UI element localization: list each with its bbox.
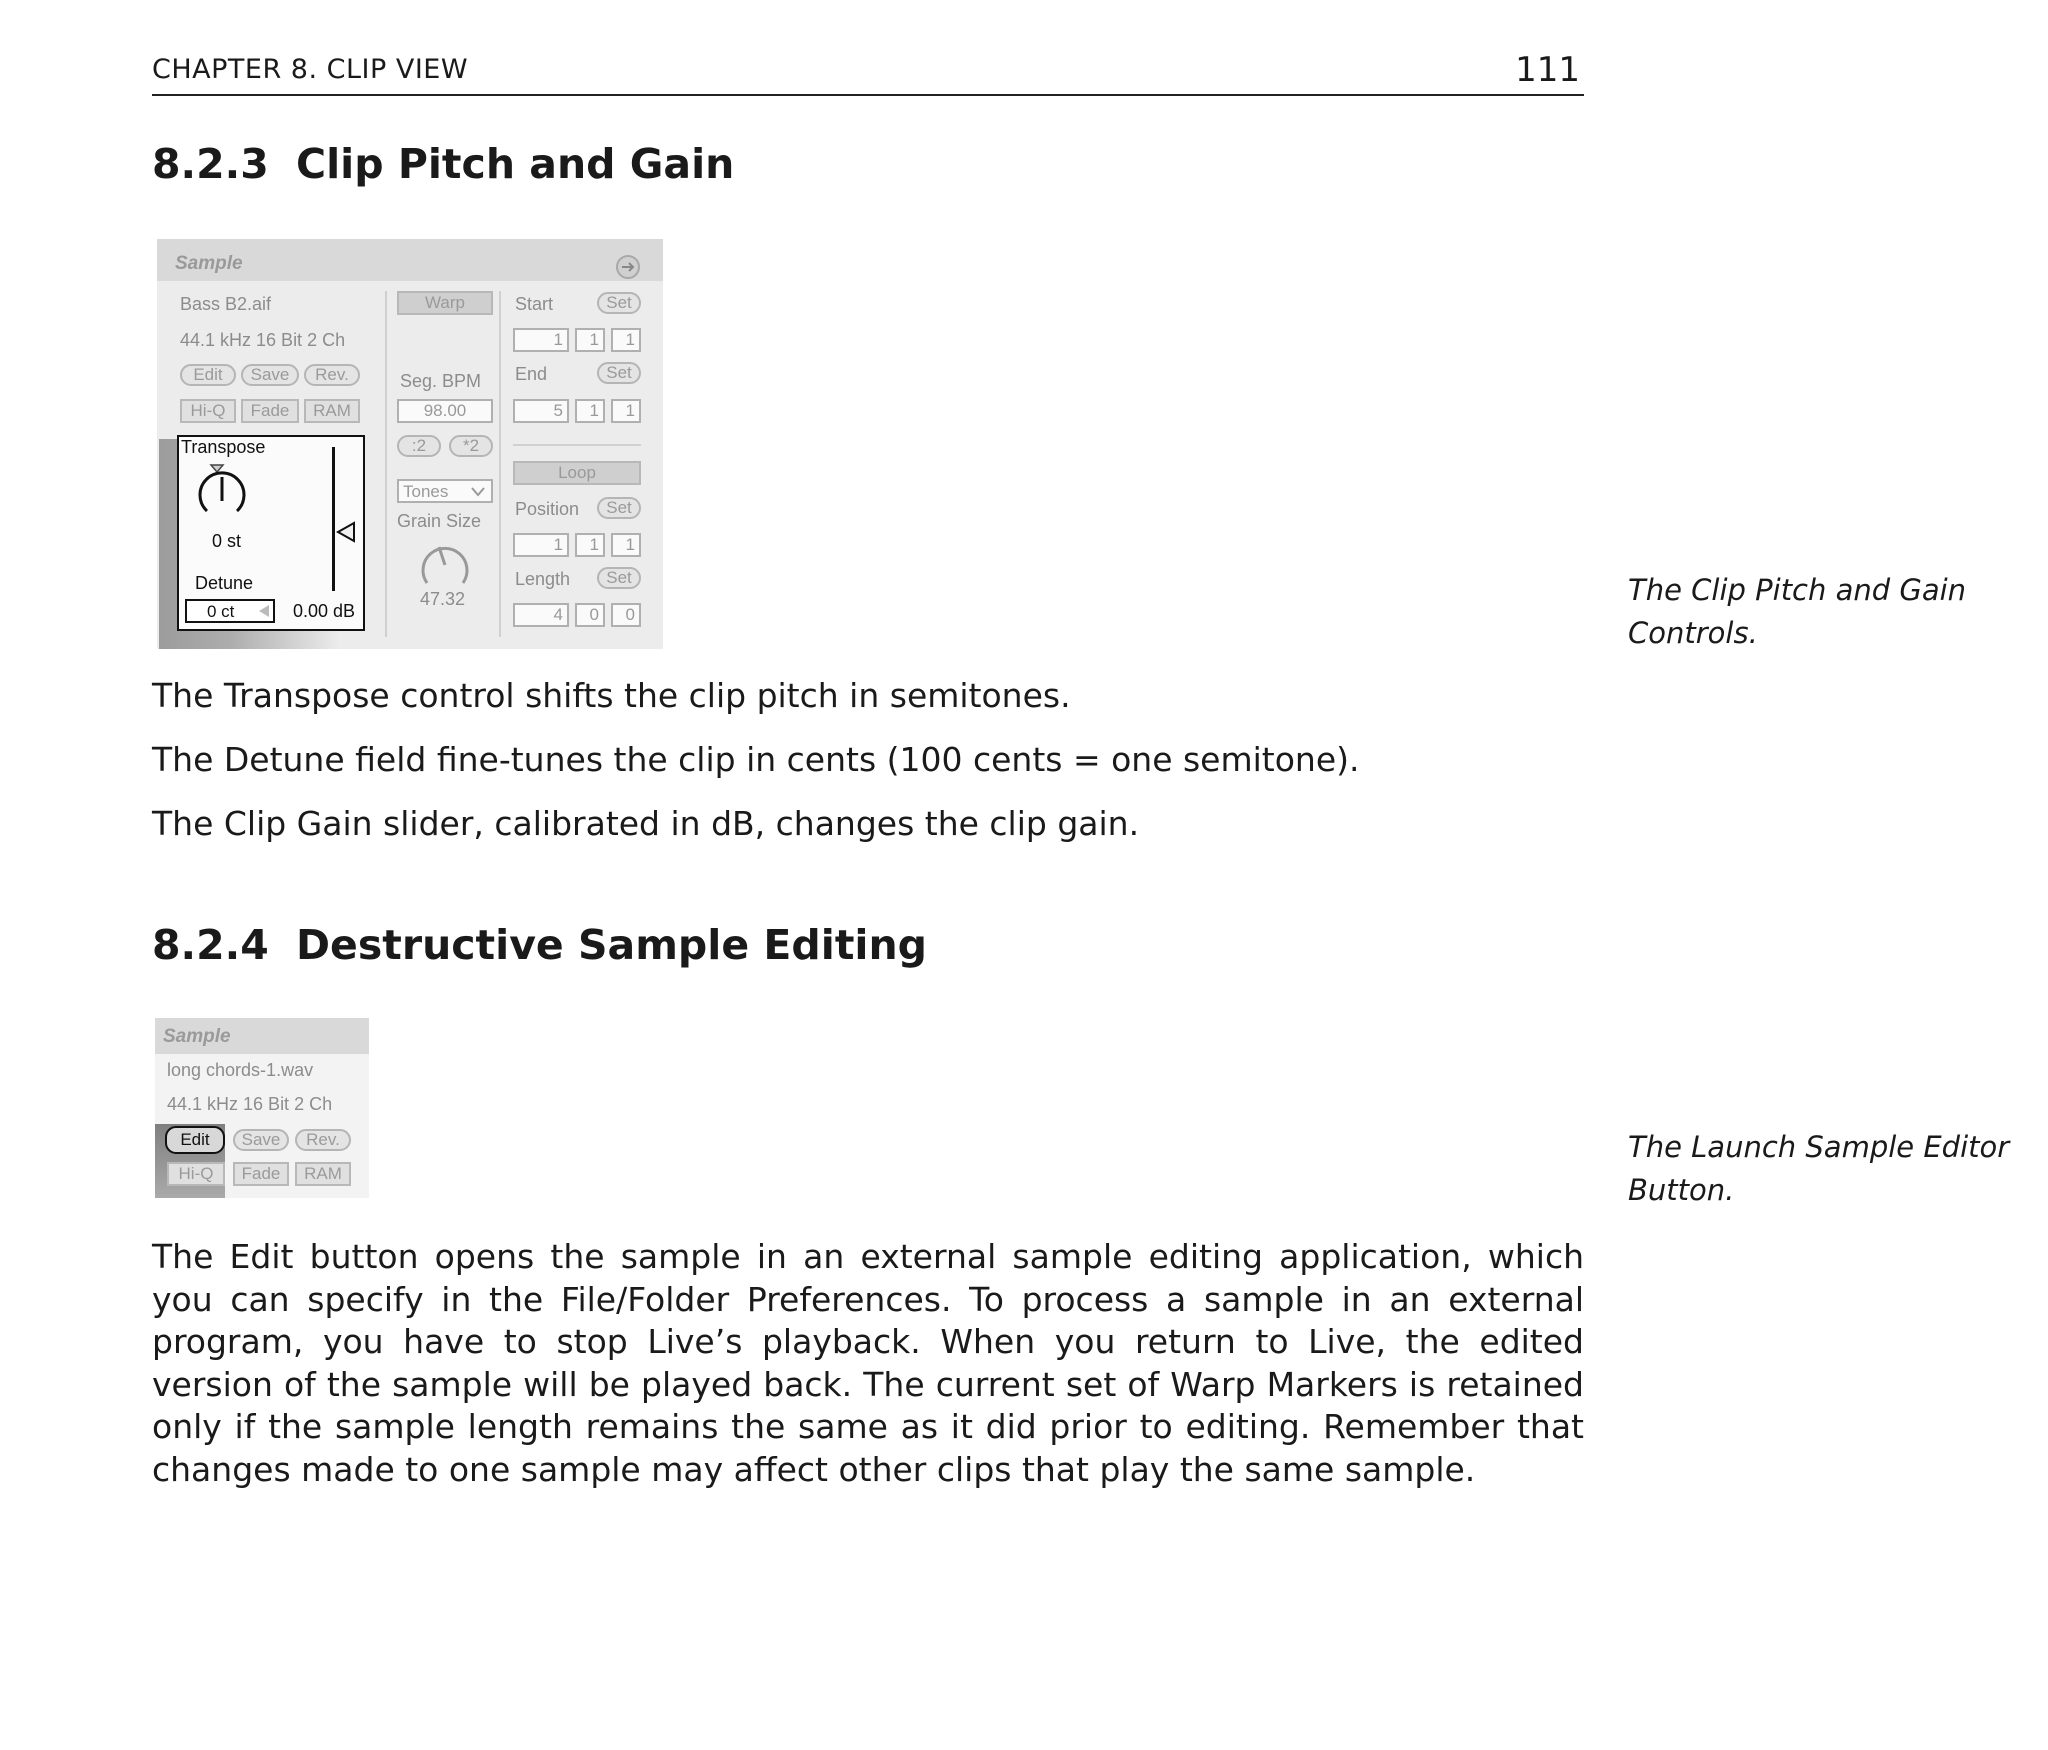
warp-button[interactable]: Warp [397, 291, 493, 315]
ram-button[interactable]: RAM [304, 399, 360, 423]
warp-mode-select[interactable] [397, 479, 493, 503]
double-tempo-button[interactable]: *2 [449, 435, 493, 457]
detune-label: Detune [195, 573, 254, 593]
start-set-button[interactable]: Set [597, 292, 641, 314]
hiq-button[interactable]: Hi-Q [167, 1162, 225, 1186]
column-divider [499, 291, 501, 637]
halve-tempo-button[interactable]: :2 [397, 435, 441, 457]
ram-button[interactable]: RAM [295, 1162, 351, 1186]
file-name: long chords-1.wav [167, 1060, 314, 1080]
section-title: Destructive Sample Editing [296, 921, 928, 969]
section-number: 8.2.4 [152, 921, 269, 969]
detune-field[interactable] [185, 599, 275, 623]
transpose-knob-icon[interactable] [197, 461, 263, 523]
panel-title: Sample [175, 253, 243, 274]
clip-gain-slider-track[interactable] [332, 447, 335, 591]
figure-caption-clip-pitch: The Clip Pitch and Gain Controls. [1628, 573, 1967, 650]
detune-value: 0 ct [207, 602, 235, 621]
grain-size-knob-icon[interactable] [417, 537, 477, 589]
loop-button[interactable]: Loop [513, 461, 641, 485]
position-label: Position [515, 499, 580, 519]
fade-button[interactable]: Fade [241, 399, 299, 423]
clip-gain-slider-handle-icon[interactable] [335, 521, 357, 543]
file-info: 44.1 kHz 16 Bit 2 Ch [167, 1094, 333, 1114]
page-number: 111 [1515, 50, 1580, 90]
column-divider [385, 291, 387, 637]
section-heading-destructive-editing [152, 921, 927, 969]
position-sixteenth-field[interactable]: 1 [611, 533, 641, 557]
transpose-value: 0 st [212, 531, 242, 551]
grain-size-value: 47.32 [420, 589, 466, 609]
start-label: Start [515, 294, 554, 314]
end-set-button[interactable]: Set [597, 362, 641, 384]
position-beat-field[interactable]: 1 [575, 533, 605, 557]
paragraph-edit-button: The Edit button opens the sample in an external sample editing application, which you can specify in the File/Folder Preferences. To process a sample in an external program, you have to stop Live’s playback. When you return to Live, the edited version of the sample will be played back. The current set of Warp Markers is retained only if the sample length remains the same as it did prior to editing. Remember that changes made to one sample may affect other clips that play the same sample. [152, 1237, 1584, 1489]
warp-mode-value: Tones [403, 482, 449, 501]
section-number: 8.2.3 [152, 140, 269, 188]
panel-title: Sample [163, 1026, 231, 1047]
launch-sample-editor-screenshot [155, 1018, 369, 1198]
paragraph-detune: The Detune field fine-tunes the clip in cents (100 cents = one semitone). [152, 740, 1360, 779]
fade-button[interactable]: Fade [233, 1162, 289, 1186]
detune-arrow-icon [257, 604, 271, 618]
section-heading-clip-pitch [152, 140, 734, 188]
start-sixteenth-field[interactable]: 1 [611, 328, 641, 352]
file-name: Bass B2.aif [180, 294, 272, 314]
seg-bpm-label: Seg. BPM [400, 371, 482, 391]
hiq-button[interactable]: Hi-Q [180, 399, 236, 423]
rev-button[interactable]: Rev. [295, 1129, 351, 1151]
save-button[interactable]: Save [233, 1129, 289, 1151]
edit-button[interactable]: Edit [165, 1126, 225, 1154]
seg-bpm-field[interactable]: 98.00 [397, 399, 493, 423]
chapter-title: CHAPTER 8. CLIP VIEW [152, 54, 469, 85]
chevron-down-icon [471, 487, 485, 497]
paragraph-transpose: The Transpose control shifts the clip pitch in semitones. [152, 676, 1071, 715]
gain-value: 0.00 dB [293, 601, 356, 621]
paragraph-clip-gain: The Clip Gain slider, calibrated in dB, changes the clip gain. [152, 804, 1140, 843]
length-label: Length [515, 569, 571, 589]
arrow-circle-icon[interactable] [615, 254, 641, 280]
position-set-button[interactable]: Set [597, 497, 641, 519]
transpose-label: Transpose [181, 437, 266, 457]
figure-caption-launch-editor: The Launch Sample Editor Button. [1628, 1130, 2010, 1207]
length-set-button[interactable]: Set [597, 567, 641, 589]
divider [513, 444, 641, 446]
section-title: Clip Pitch and Gain [296, 140, 735, 188]
length-beat-field[interactable]: 0 [575, 603, 605, 627]
end-bar-field[interactable]: 5 [513, 399, 569, 423]
start-bar-field[interactable]: 1 [513, 328, 569, 352]
length-sixteenth-field[interactable]: 0 [611, 603, 641, 627]
edit-button[interactable]: Edit [180, 364, 236, 386]
running-header [152, 50, 1584, 96]
length-bar-field[interactable]: 4 [513, 603, 569, 627]
end-beat-field[interactable]: 1 [575, 399, 605, 423]
save-button[interactable]: Save [241, 364, 299, 386]
end-label: End [515, 364, 548, 384]
end-sixteenth-field[interactable]: 1 [611, 399, 641, 423]
rev-button[interactable]: Rev. [304, 364, 360, 386]
file-info: 44.1 kHz 16 Bit 2 Ch [180, 330, 346, 350]
grain-size-label: Grain Size [397, 511, 482, 531]
start-beat-field[interactable]: 1 [575, 328, 605, 352]
position-bar-field[interactable]: 1 [513, 533, 569, 557]
clip-pitch-gain-screenshot [157, 239, 663, 649]
